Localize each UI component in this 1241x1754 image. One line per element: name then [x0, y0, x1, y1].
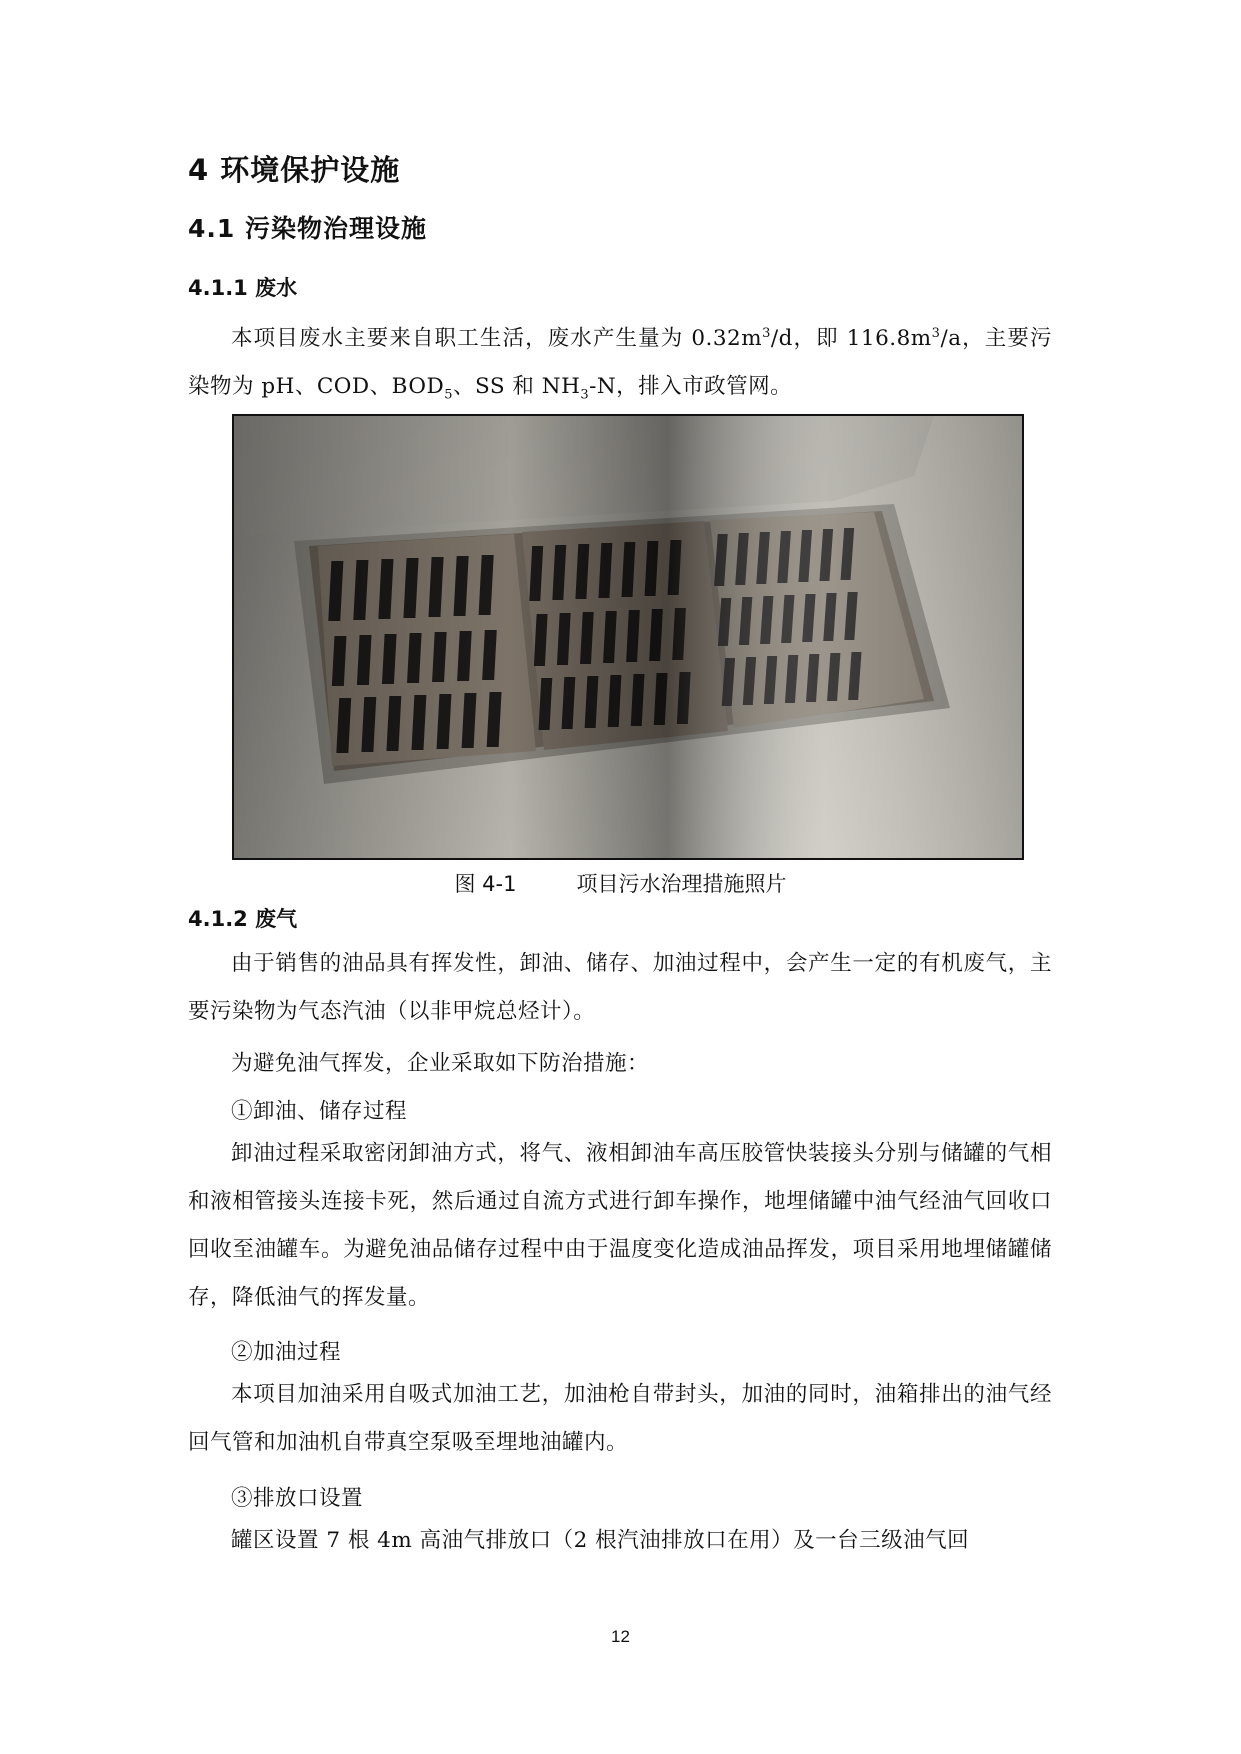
measure-2-title: ②加油过程	[231, 1340, 342, 1365]
chapter-heading: 4 环境保护设施	[188, 153, 401, 187]
subsection-heading-wastewater: 4.1.1 废水	[188, 276, 298, 300]
figure-number: 图 4-1	[454, 872, 517, 896]
section-heading: 4.1 污染物治理设施	[188, 214, 427, 243]
subscript: 3	[580, 387, 590, 403]
text-span: 、SS 和 NH	[453, 374, 581, 400]
subsection-heading-exhaust: 4.1.2 废气	[188, 907, 298, 931]
exhaust-paragraph-1: 由于销售的油品具有挥发性，卸油、储存、加油过程中，会产生一定的有机废气，主要污染物为气态汽油（以非甲烷总烃计）。	[188, 951, 1052, 1024]
measure-3-title: ③排放口设置	[231, 1486, 364, 1511]
measure-2-text: 本项目加油采用自吸式加油工艺，加油枪自带封头，加油的同时，油箱排出的油气经回气管和加油机自带真空泵吸至埋地油罐内。	[188, 1382, 1052, 1455]
measure-1-text: 卸油过程采取密闭卸油方式，将气、液相卸油车高压胶管快装接头分别与储罐的气相和液相管接头连接卡死，然后通过自流方式进行卸车操作，地埋储罐中油气经油气回收口回收至油罐车。为避免油品储存过程中由于温度变化造成油品挥发，项目采用地埋储罐储存，降低油气的挥发量。	[188, 1141, 1052, 1310]
superscript: 3	[931, 326, 941, 341]
subscript: 5	[444, 387, 454, 403]
wastewater-paragraph	[188, 310, 1052, 419]
figure-caption-text: 项目污水治理措施照片	[576, 872, 787, 896]
exhaust-paragraph-2: 为避免油气挥发，企业采取如下防治措施：	[231, 1051, 650, 1076]
measure-1-title: ①卸油、储存过程	[231, 1099, 408, 1124]
text-span: /a，主要污染物为 pH、COD、BOD	[188, 326, 1052, 400]
page-number: 12	[611, 1627, 630, 1646]
superscript: 3	[762, 326, 771, 341]
text-span: 本项目废水主要来自职工生活，废水产生量为 0.32m	[231, 326, 763, 352]
text-span: /d，即 116.8m	[770, 326, 932, 352]
drain-grate-illustration	[234, 416, 1022, 858]
measure-3-text: 罐区设置 7 根 4m 高油气排放口（2 根汽油排放口在用）及一台三级油气回	[231, 1528, 970, 1553]
figure-caption	[0, 868, 1241, 898]
text-span: -N，排入市政管网。	[589, 374, 793, 400]
drain-grate-photo	[232, 414, 1024, 860]
